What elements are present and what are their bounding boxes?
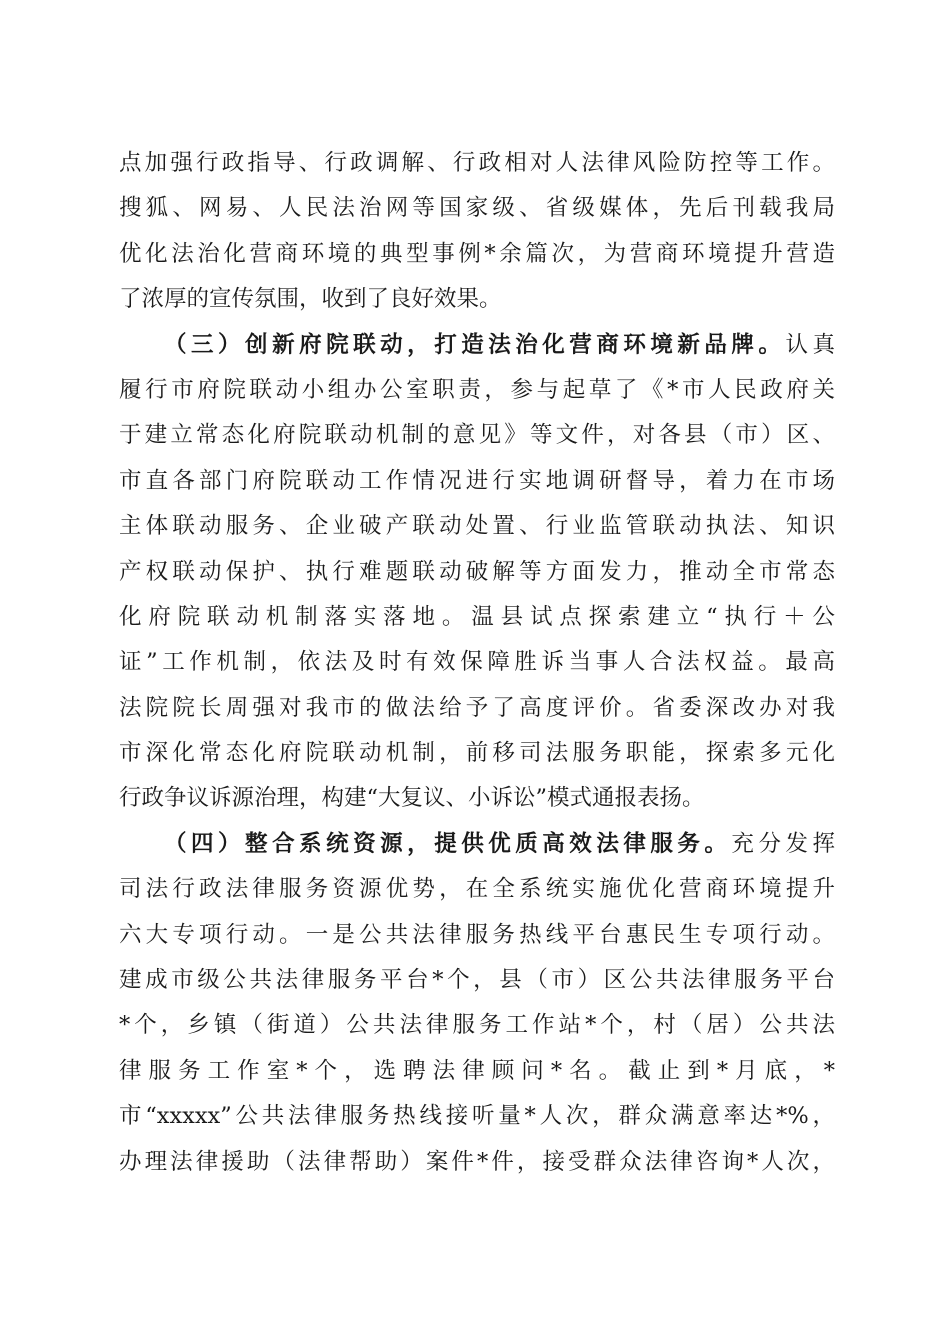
paragraph-line: 于建立常态化府院联动机制的意见》等文件，对各县（市）区、 [119, 422, 835, 449]
paragraph-line: 行政争议诉源治理，构建“大复议、小诉讼”模式通报表扬。 [119, 785, 705, 812]
paragraph-line: 律服务工作室*个，选聘法律顾问*名。截止到*月底，* [119, 1057, 835, 1084]
paragraph-line: 建成市级公共法律服务平台*个，县（市）区公共法律服务平台 [119, 967, 835, 994]
paragraph-line: 了浓厚的宣传氛围，收到了良好效果。 [119, 286, 502, 313]
paragraph-line: *个，乡镇（街道）公共法律服务工作站*个，村（居）公共法 [119, 1012, 835, 1039]
paragraph-line: 市直各部门府院联动工作情况进行实地调研督导，着力在市场 [119, 467, 835, 494]
paragraph-line: 办理法律援助（法律帮助）案件*件，接受群众法律咨询*人次， [119, 1148, 835, 1175]
section-heading-4: （四）整合系统资源，提供优质高效法律服务。 [164, 830, 732, 857]
paragraph-line: 点加强行政指导、行政调解、行政相对人法律风险防控等工作。 [119, 150, 835, 176]
paragraph-line: 搜狐、网易、人民法治网等国家级、省级媒体，先后刊载我局 [119, 195, 835, 222]
paragraph-first-line [119, 323, 835, 368]
document-body [119, 141, 835, 1185]
paragraph-line: 化府院联动机制落实落地。温县试点探索建立“执行＋公 [119, 603, 835, 630]
paragraph-line: 市深化常态化府院联动机制，前移司法服务职能，探索多元化 [119, 740, 835, 767]
section-heading-3: （三）创新府院联动，打造法治化营商环境新品牌。 [164, 331, 786, 358]
paragraph-line: 认真 [785, 331, 835, 358]
paragraph-line: 产权联动保护、执行难题联动破解等方面发力，推动全市常态 [119, 558, 835, 585]
paragraph-line: 法院院长周强对我市的做法给予了高度评价。省委深改办对我 [119, 694, 835, 721]
paragraph-line: 司法行政法律服务资源优势，在全系统实施优化营商环境提升 [119, 876, 835, 903]
paragraph-line: 履行市府院联动小组办公室职责，参与起草了《*市人民政府关 [119, 376, 835, 403]
paragraph-line: 市“xxxxx”公共法律服务热线接听量*人次，群众满意率达*%， [119, 1103, 835, 1130]
paragraph-line: 六大专项行动。一是公共法律服务热线平台惠民生专项行动。 [119, 921, 835, 948]
paragraph-line: 证”工作机制，依法及时有效保障胜诉当事人合法权益。最高 [119, 649, 835, 676]
paragraph-first-line [119, 822, 835, 867]
paragraph-line: 充分发挥 [731, 830, 835, 857]
paragraph-line: 主体联动服务、企业破产联动处置、行业监管联动执法、知识 [119, 513, 835, 540]
paragraph-line: 优化法治化营商环境的典型事例*余篇次，为营商环境提升营造 [119, 240, 835, 267]
